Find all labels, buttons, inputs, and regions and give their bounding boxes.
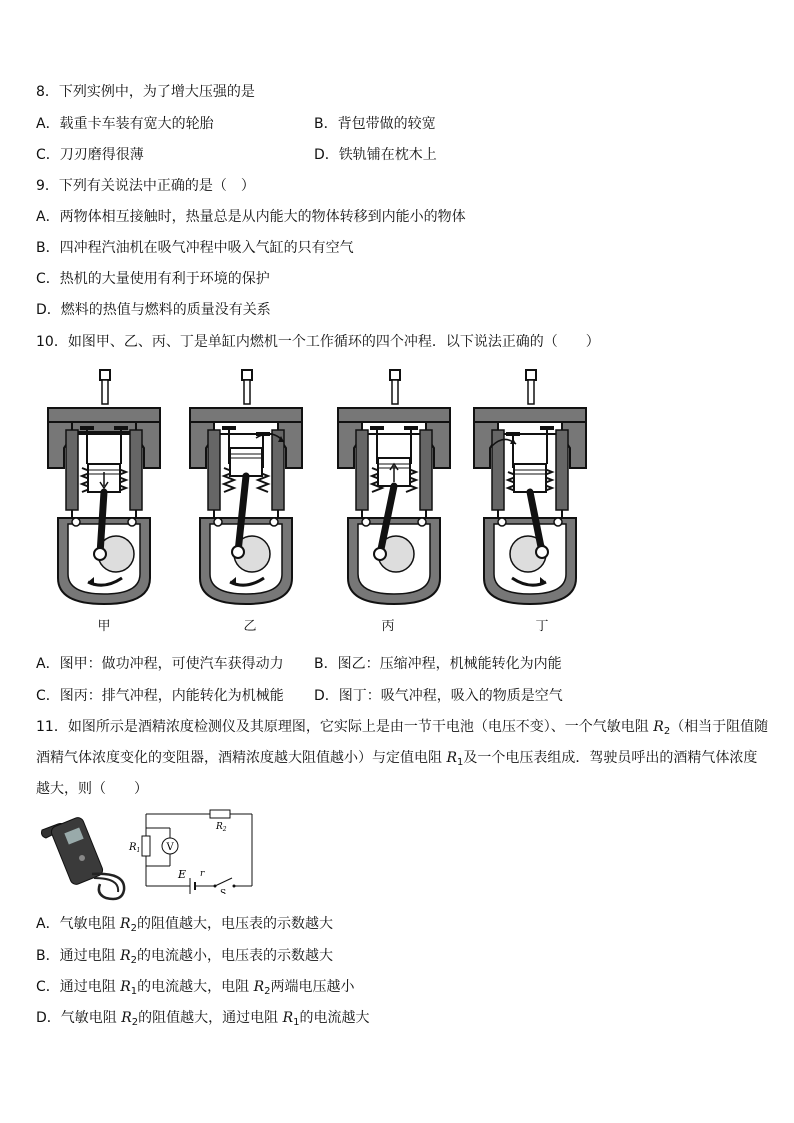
q8-stem: 8．下列实例中，为了增大压强的是 <box>36 84 255 100</box>
label-s: S <box>220 889 227 894</box>
label-r1: $R_1$ <box>129 842 141 854</box>
q11-stem-line2: 酒精气体浓度变化的变阻器，酒精浓度越大阻值越小）与定值电阻 $R_1$及一个电压表组成．驾驶员呼出的酒精气体浓度 <box>36 750 758 768</box>
alcohol-tester-circuit <box>126 808 256 894</box>
q10-option-a: A．图甲：做功冲程，可使汽车获得动力 <box>36 656 284 672</box>
engine-label-ding: 丁 <box>535 619 549 634</box>
engine-diagram-yi <box>186 368 306 606</box>
q8-option-b: B．背包带做的较宽 <box>314 116 436 132</box>
q11-option-d: D．气敏电阻 $R_2$的阻值越大，通过电阻 $R_1$的电流越大 <box>36 1010 370 1028</box>
q10-option-b: B．图乙：压缩冲程，机械能转化为内能 <box>314 656 562 672</box>
breathalyzer-photo <box>36 812 132 904</box>
q9-option-a: A．两物体相互接触时，热量总是从内能大的物体转移到内能小的物体 <box>36 209 466 225</box>
q10-stem: 10．如图甲、乙、丙、丁是单缸内燃机一个工作循环的四个冲程．以下说法正确的（ ） <box>36 334 600 350</box>
engine-label-jia: 甲 <box>97 619 111 634</box>
q11-stem-line1: 11．如图所示是酒精浓度检测仪及其原理图，它实际上是由一节干电池（电压不变）、一个气敏电阻 $R_2$（相当于阻值随 <box>36 719 769 737</box>
q10-option-d: D．图丁：吸气冲程，吸入的物质是空气 <box>314 688 563 704</box>
label-r: r <box>200 869 205 879</box>
q11-stem-line3: 越大，则（ ） <box>36 781 148 797</box>
q8-option-c: C．刀刃磨得很薄 <box>36 147 144 163</box>
label-e: E <box>178 868 187 881</box>
q11-option-c: C．通过电阻 $R_1$的电流越大，电阻 $R_2$两端电压越小 <box>36 979 355 997</box>
q8-option-a: A．载重卡车装有宽大的轮胎 <box>36 116 214 132</box>
engine-label-bing: 丙 <box>381 619 395 634</box>
engine-label-yi: 乙 <box>243 619 257 634</box>
q11-option-b: B．通过电阻 $R_2$的电流越小，电压表的示数越大 <box>36 948 333 966</box>
engine-diagram-ding <box>470 368 590 606</box>
q9-option-d: D．燃料的热值与燃料的质量没有关系 <box>36 302 271 318</box>
q10-option-c: C．图丙：排气冲程，内能转化为机械能 <box>36 688 284 704</box>
q11-option-a: A．气敏电阻 $R_2$的阻值越大，电压表的示数越大 <box>36 916 333 934</box>
voltmeter-symbol: V <box>166 842 174 853</box>
engine-diagram-jia <box>44 368 164 606</box>
q9-option-b: B．四冲程汽油机在吸气冲程中吸入气缸的只有空气 <box>36 240 354 256</box>
label-r2: $R_2$ <box>216 822 227 833</box>
q9-option-c: C．热机的大量使用有利于环境的保护 <box>36 271 270 287</box>
engine-diagram-bing <box>334 368 454 606</box>
q9-stem: 9．下列有关说法中正确的是（ ） <box>36 178 255 194</box>
q8-option-d: D．铁轨铺在枕木上 <box>314 147 437 163</box>
